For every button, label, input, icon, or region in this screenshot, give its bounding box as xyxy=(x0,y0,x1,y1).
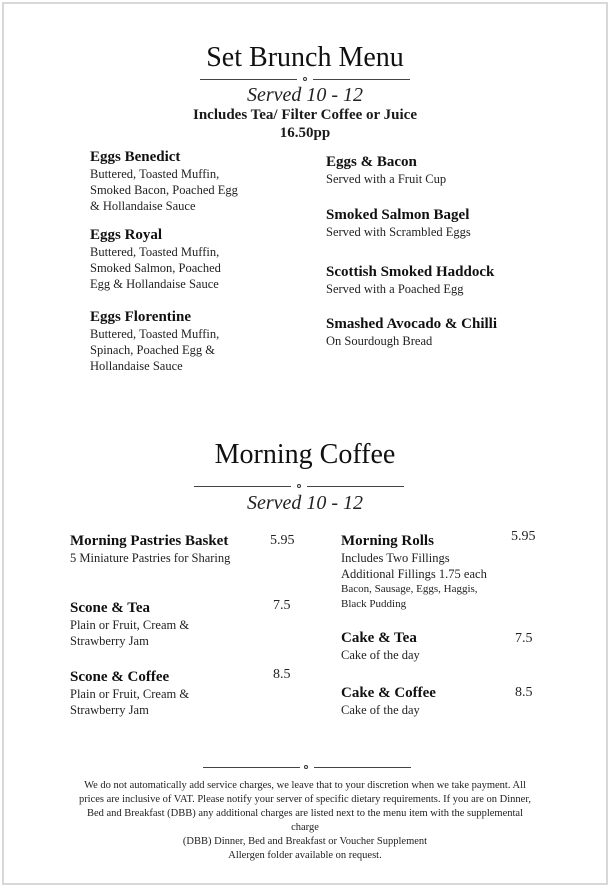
item-desc: Served with a Poached Egg xyxy=(326,282,464,296)
item-name: Eggs Benedict xyxy=(90,149,181,165)
item-desc: Smoked Bacon, Poached Egg xyxy=(90,183,238,197)
item-desc: On Sourdough Bread xyxy=(326,334,433,348)
brunch-item-eggs-bacon xyxy=(326,154,446,187)
item-name: Morning Pastries Basket xyxy=(70,533,229,549)
coffee-item-morning-rolls xyxy=(341,533,487,612)
item-desc: Strawberry Jam xyxy=(70,634,149,648)
item-desc: Buttered, Toasted Muffin, xyxy=(90,167,220,181)
item-desc: Buttered, Toasted Muffin, xyxy=(90,245,220,259)
menu-page xyxy=(2,2,608,885)
item-desc: Spinach, Poached Egg & xyxy=(90,343,215,357)
item-desc: Cake of the day xyxy=(341,703,420,717)
brunch-includes: Includes Tea/ Filter Coffee or Juice xyxy=(192,107,417,123)
item-desc: Smoked Salmon, Poached xyxy=(90,261,221,275)
brunch-divider-dot xyxy=(303,77,307,81)
price: 7.5 xyxy=(515,631,533,646)
footer-line: Bed and Breakfast (DBB) any additional charges are listed next to the menu item with the supplemental xyxy=(86,808,524,819)
brunch-served: Served 10 - 12 xyxy=(246,84,364,106)
coffee-divider-right xyxy=(307,486,404,487)
item-desc: Additional Fillings 1.75 each xyxy=(341,567,487,581)
coffee-item-pastries-basket xyxy=(70,533,230,566)
item-desc: & Hollandaise Sauce xyxy=(90,199,196,213)
price: 8.5 xyxy=(515,685,533,700)
item-desc: 5 Miniature Pastries for Sharing xyxy=(70,551,231,565)
item-name: Cake & Tea xyxy=(341,630,417,646)
item-name: Eggs Florentine xyxy=(90,309,191,325)
item-name: Eggs & Bacon xyxy=(326,154,417,170)
item-desc: Served with Scrambled Eggs xyxy=(326,225,471,239)
footer-line: (DBB) Dinner, Bed and Breakfast or Voucher Supplement xyxy=(182,836,428,847)
item-name: Scone & Tea xyxy=(70,600,151,616)
item-desc: Strawberry Jam xyxy=(70,703,149,717)
brunch-divider-left xyxy=(200,79,297,80)
coffee-item-scone-tea xyxy=(70,600,189,649)
item-desc: Hollandaise Sauce xyxy=(90,359,183,373)
footer-divider-right xyxy=(314,767,411,768)
item-desc: Served with a Fruit Cup xyxy=(326,172,447,186)
item-desc: Egg & Hollandaise Sauce xyxy=(90,277,219,291)
coffee-divider-left xyxy=(194,486,291,487)
brunch-item-eggs-benedict xyxy=(90,149,238,214)
item-small: Black Pudding xyxy=(341,598,407,610)
price: 7.5 xyxy=(273,598,291,613)
brunch-divider-right xyxy=(313,79,410,80)
coffee-title: Morning Coffee xyxy=(214,439,396,470)
item-desc: Cake of the day xyxy=(341,648,420,662)
footer-line: We do not automatically add service charges, we leave that to your discretion when we take payment. All xyxy=(84,780,526,791)
item-desc: Buttered, Toasted Muffin, xyxy=(90,327,220,341)
item-name: Eggs Royal xyxy=(90,227,163,243)
footer-line: prices are inclusive of VAT. Please notify your server of specific dietary requirements. If you are on Dinner, xyxy=(78,794,532,805)
footer-divider-left xyxy=(203,767,300,768)
brunch-title: Set Brunch Menu xyxy=(206,42,404,73)
item-desc: Plain or Fruit, Cream & xyxy=(70,618,190,632)
item-name: Morning Rolls xyxy=(341,533,434,549)
footer-line: charge xyxy=(291,822,319,833)
footer-divider-dot xyxy=(304,765,308,769)
coffee-item-cake-tea xyxy=(341,630,420,663)
brunch-item-eggs-royal xyxy=(90,227,221,292)
brunch-item-eggs-florentine xyxy=(90,309,219,374)
brunch-item-scottish-smoked-haddock xyxy=(326,264,494,297)
footer-line: Allergen folder available on request. xyxy=(228,850,382,861)
item-name: Scone & Coffee xyxy=(70,669,170,685)
coffee-divider-dot xyxy=(297,484,301,488)
item-desc: Includes Two Fillings xyxy=(341,551,450,565)
coffee-served: Served 10 - 12 xyxy=(246,492,364,514)
item-small: Bacon, Sausage, Eggs, Haggis, xyxy=(341,583,478,595)
item-name: Scottish Smoked Haddock xyxy=(326,264,495,280)
coffee-item-scone-coffee xyxy=(70,669,189,718)
brunch-item-smoked-salmon-bagel xyxy=(326,207,471,240)
item-desc: Plain or Fruit, Cream & xyxy=(70,687,190,701)
coffee-item-cake-coffee xyxy=(341,685,436,718)
brunch-price: 16.50pp xyxy=(279,125,331,141)
item-name: Smoked Salmon Bagel xyxy=(326,207,470,223)
price: 8.5 xyxy=(273,667,291,682)
brunch-item-smashed-avocado xyxy=(326,316,497,349)
price: 5.95 xyxy=(270,533,295,548)
item-name: Cake & Coffee xyxy=(341,685,436,701)
item-name: Smashed Avocado & Chilli xyxy=(326,316,497,332)
price: 5.95 xyxy=(511,529,536,544)
footer-notes xyxy=(18,779,592,863)
